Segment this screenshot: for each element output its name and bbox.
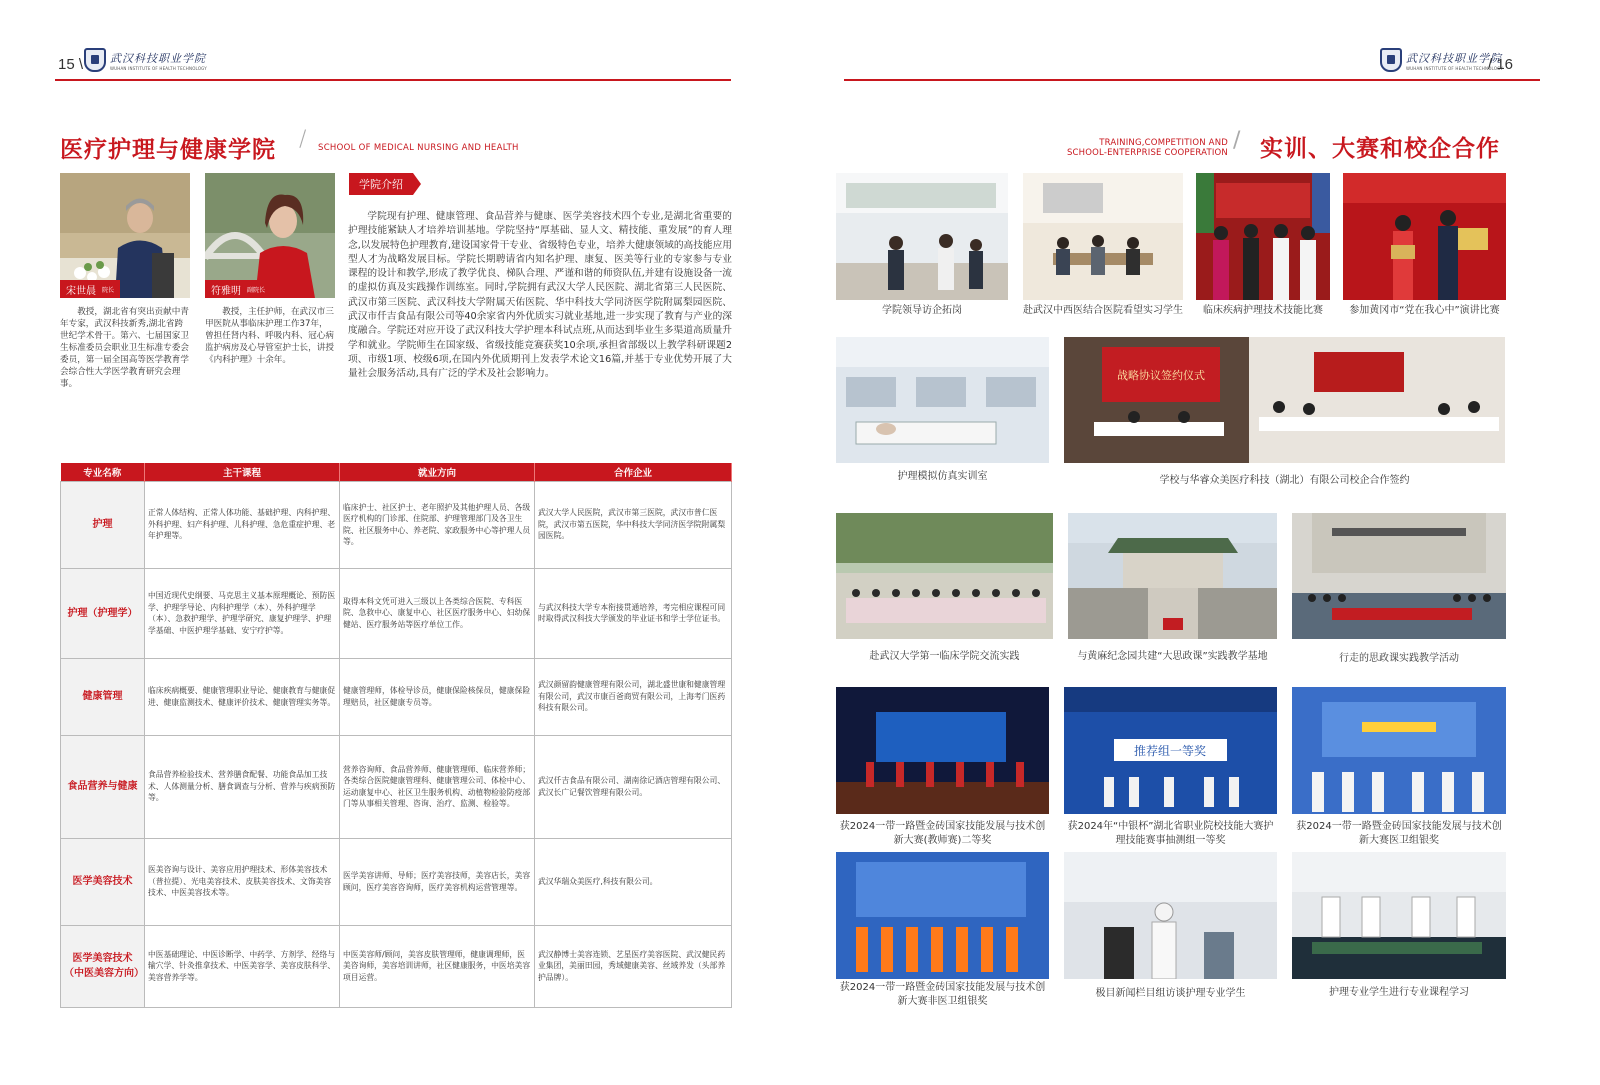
major-name: 食品营养与健康	[61, 735, 145, 838]
photo-teacher-award	[836, 687, 1049, 814]
right-page	[820, 0, 1600, 1085]
caption: 护理专业学生进行专业课程学习	[1329, 987, 1469, 998]
logo-en-text: WUHAN INSTITUTE OF HEALTH TECHNOLOGY	[1406, 65, 1503, 71]
award-banner: 推荐组一等奖	[1133, 744, 1207, 758]
leader-photo-1	[60, 173, 190, 298]
leader-name-1: 宋世晨	[66, 285, 96, 297]
table-header-jobs: 就业方向	[340, 463, 535, 481]
page-number-right: / 16	[1488, 56, 1514, 73]
caption: 护理模拟仿真实训室	[897, 471, 988, 482]
leader-role-2: 副院长	[247, 286, 266, 294]
caption: 与黄麻纪念园共建“大思政课”实践教学基地	[1077, 651, 1268, 662]
caption: 临床疾病护理技术技能比赛	[1203, 305, 1323, 316]
header-rule-right	[844, 79, 1540, 81]
leader-name-tag-1	[60, 280, 120, 298]
major-name: 护理	[61, 481, 145, 568]
caption: 获2024一带一路暨金砖国家技能发展与技术创新大赛(教师赛)二等奖	[839, 821, 1046, 846]
caption: 获2024年“中银杯”湖北省职业院校技能大赛护理技能赛事抽测组一等奖	[1067, 821, 1274, 846]
major-jobs: 中医美容师/顾问，美容皮肤管理师，健康调理师，医美咨询师，美容培训讲师，社区健康服务，中医培美容项目运营。	[340, 925, 535, 1007]
major-courses: 食品营养检验技术、营养膳食配餐、功能食品加工技术、人体测量分析、膳食调查与分析、营养与疾病预防等。	[145, 735, 340, 838]
leader-name-tag-2	[205, 280, 271, 298]
section-title-en-line2: SCHOOL-ENTERPRISE COOPERATION	[1066, 148, 1228, 158]
major-jobs: 营养咨询师、食品营养师、健康管理师、临床营养师；各类综合医院健康管理科、健康管理公司、体检中心、运动康复中心、社区卫生服务机构、动植物检验防疫部门等从事相关管理、咨询、治疗、监测、检验等。	[340, 735, 535, 838]
major-jobs: 医学美容讲师、导师；医疗美容技师，美容店长，美容顾问，医疗美容咨询师，医疗美容机构运营管理等。	[340, 838, 535, 925]
leader-name-2: 符雅明	[211, 285, 241, 297]
photo-skill-competition	[1196, 173, 1330, 300]
table-header-row	[61, 463, 732, 481]
photo-simulation-room	[836, 337, 1049, 463]
school-emblem-icon	[1380, 48, 1402, 72]
caption: 获2024一带一路暨金砖国家技能发展与技术创新大赛医卫组银奖	[1296, 821, 1502, 846]
title-slash: /	[1233, 128, 1241, 153]
intro-label: 学院介绍	[349, 173, 413, 195]
major-partners: 武汉静博士美容连锁、艺星医疗美容医院、武汉健民药业集团，美丽田园，秀域健康美容、丝域养发（头部养护品牌）。	[535, 925, 732, 1007]
caption: 获2024一带一路暨金砖国家技能发展与技术创新大赛非医卫组银奖	[839, 982, 1046, 1007]
logo-en-text: WUHAN INSTITUTE OF HEALTH TECHNOLOGY	[110, 65, 207, 71]
major-courses: 医美咨询与设计、美容应用护理技术、形体美容技术（普拉提）、光电美容技术、皮肤美容技术、文饰美容技术、中医美容技术等。	[145, 838, 340, 925]
major-name: 医学美容技术	[61, 838, 145, 925]
caption: 赴武汉大学第一临床学院交流实践	[869, 651, 1020, 662]
leader-desc-2: 教授，主任护师，在武汉市三甲医院从事临床护理工作37年，曾担任肾内科、呼吸内科、冠心病监护病房及心导管室护士长，讲授《内科护理》十余年。	[205, 307, 334, 365]
school-logo-right	[1380, 48, 1503, 72]
photo-memorial-park	[1068, 513, 1277, 639]
major-courses: 中医基础理论、中医诊断学、中药学、方剂学、经络与输穴学、针灸推拿技术、中医美容学、美容皮肤科学、美容营养学等。	[145, 925, 340, 1007]
left-page	[0, 0, 780, 1085]
major-jobs: 取得本科文凭可进入三级以上各类综合医院、专科医院、急救中心、康复中心、社区医疗服务中心、妇幼保健站、医疗服务站等医疗单位工作。	[340, 568, 535, 658]
school-logo-left	[84, 48, 207, 72]
caption: 参加黄冈市“党在我心中”演讲比赛	[1349, 305, 1500, 316]
caption: 极目新闻栏目组访谈护理专业学生	[1095, 988, 1246, 999]
caption: 赴武汉中西医结合医院看望实习学生	[1023, 305, 1183, 316]
caption: 学校与华睿众美医疗科技（湖北）有限公司校企合作签约	[1159, 475, 1410, 486]
majors-table	[60, 463, 732, 1008]
caption: 学院领导访企拓岗	[882, 305, 962, 316]
table-row	[61, 658, 732, 735]
major-partners: 与武汉科技大学专本衔接贯通培养，考完相应课程可同时取得武汉科技大学颁发的毕业证书和学士学位证书。	[535, 568, 732, 658]
major-name: 医学美容技术（中医美容方向）	[61, 925, 145, 1007]
major-partners: 武汉华瑞众美医疗,科技有限公司。	[535, 838, 732, 925]
major-jobs: 临床护士、社区护士、老年照护及其他护理人员、各级医疗机构的门诊部、住院部、护理管理部门及各卫生院、社区服务中心、养老院、家政服务中心等护理人员等。	[340, 481, 535, 568]
table-row	[61, 481, 732, 568]
section-title-cn: 医疗护理与健康学院	[60, 137, 276, 163]
leader-desc-1: 教授，湖北省有突出贡献中青年专家，武汉科技新秀,湖北省跨世纪学术骨干。第六、七届国家卫生标准委员会职业卫生标准专委会委员，第一届全国高等医学教育学会综合性大学医学教育研究会理事。	[60, 307, 189, 389]
major-partners: 武汉大学人民医院，武汉市第三医院，武汉市普仁医院，武汉市第五医院，华中科技大学同济医学院附属梨园医院。	[535, 481, 732, 568]
school-emblem-icon	[84, 48, 106, 72]
major-name: 健康管理	[61, 658, 145, 735]
leader-card-1	[60, 173, 190, 390]
intro-text: 学院现有护理、健康管理、食品营养与健康、医学美容技术四个专业,是湖北省重要的护理技能紧缺人才培养培训基地。学院坚持“厚基础、显人文、精技能、重发展”的育人理念,以发展特色护理教育,建设国家骨干专业、省级特色专业，培养大健康领域的高技能应用型人才为战略发展目标。学院长期聘请省内知名护理、康复、医美等行业的专家参与专业课程的设计和教学,形成了教学优良、梯队合理、严谨和谐的师资队伍,并建有设施设备一流的虚拟仿真及实践操作训练室。同时,学院拥有武汉大学人民医院、湖北省第三人民医院、武汉市第三医院、武汉科技大学附属天佑医院、华中科技大学同济医学院附属梨园医院、武汉市仟吉食品有限公司等40余家省内外优质实习就业基地,进一步实现了教育与产业的深度融合。学院还对应开设了武汉科技大学护理本科试点班,从而达到毕业生多渠道高质量升学和就业。学院师生在国家级、省级技能竞赛获奖10余项,承担省部级以上教学科研课题2项、市级1项、校级6项,在国内外优质期刊上发表学术论文16篇,并基于专业优势开展了大量社会服务活动,具有广泛的学术及社会影响力。	[348, 211, 732, 380]
photo-hospital-visit	[1023, 173, 1183, 300]
signing-banner: 战略协议签约仪式	[1117, 369, 1205, 382]
major-courses: 中国近现代史纲要、马克思主义基本原理概论、预防医学、护理学导论、内科护理学（本）、外科护理学（本）、急救护理学、护理学研究、康复护理学、护理学基础、中医护理学基础、安宁疗护等。	[145, 568, 340, 658]
photo-news-interview	[1064, 852, 1277, 979]
page-number-left: 15 \	[58, 56, 84, 73]
photo-leaders-visit	[836, 173, 1008, 300]
photo-whu-exchange	[836, 513, 1053, 639]
section-title-en-right	[1067, 138, 1228, 158]
leader-role-1: 院长	[102, 286, 115, 294]
photo-speech-contest	[1343, 173, 1506, 300]
title-slash: /	[299, 127, 307, 152]
table-row	[61, 838, 732, 925]
leader-card-2	[205, 173, 335, 366]
section-title-en-line1: TRAINING,COMPETITION AND	[1099, 138, 1228, 148]
photo-medical-award	[1292, 687, 1506, 814]
table-row	[61, 735, 732, 838]
photo-provincial-award	[1064, 687, 1277, 814]
major-partners: 武汉仟吉食品有限公司、湖南徐记酒店管理有限公司、武汉长广记餐饮管理有限公司。	[535, 735, 732, 838]
section-title-cn-right: 实训、大赛和校企合作	[1260, 136, 1500, 162]
table-header-partners: 合作企业	[535, 463, 732, 481]
table-header-courses: 主干课程	[145, 463, 340, 481]
table-header-major: 专业名称	[61, 463, 145, 481]
major-jobs: 健康管理师，体检导诊员，健康保险核保员，健康保险理赔员，社区健康专员等。	[340, 658, 535, 735]
leader-photo-2	[205, 173, 335, 298]
major-name: 护理（护理学）	[61, 568, 145, 658]
header-rule-left	[55, 79, 731, 81]
major-courses: 临床疾病概要、健康管理职业导论、健康教育与健康促进、健康监测技术、健康评价技术、健康管理实务等。	[145, 658, 340, 735]
photo-cooperation-signing	[1064, 337, 1505, 463]
logo-cn-text: 武汉科技职业学院	[110, 51, 206, 65]
table-row	[61, 568, 732, 658]
logo-cn-text: 武汉科技职业学院	[1406, 51, 1502, 65]
photo-nursing-class	[1292, 852, 1506, 979]
caption: 行走的思政课实践教学活动	[1339, 653, 1459, 664]
table-row	[61, 925, 732, 1007]
photo-nonmedical-award	[836, 852, 1049, 979]
major-courses: 正常人体结构、正常人体功能、基础护理、内科护理、外科护理、妇产科护理、儿科护理、急危重症护理、老年护理等。	[145, 481, 340, 568]
major-partners: 武汉颜留韵健康管理有限公司，湖北盛世康和健康管理有限公司，武汉市康百爸商贸有限公司，上海考门医药科技有限公司。	[535, 658, 732, 735]
section-title-en: SCHOOL OF MEDICAL NURSING AND HEALTH	[318, 143, 519, 153]
photo-ideology-activity	[1292, 513, 1506, 639]
